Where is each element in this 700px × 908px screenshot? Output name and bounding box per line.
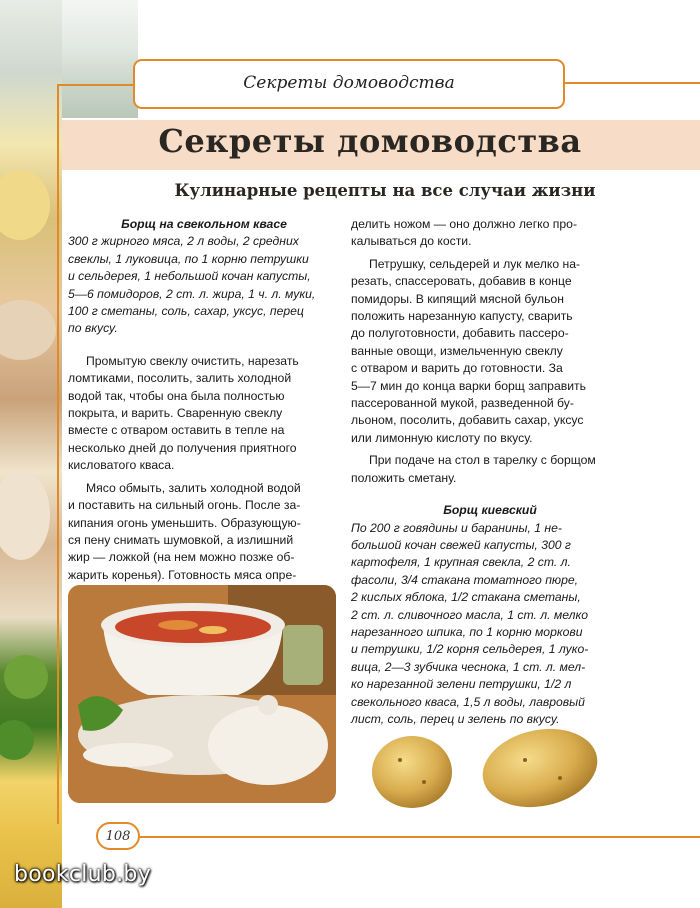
page-number-badge xyxy=(96,822,140,850)
text-line: свекольного кваса, 1,5 л воды, лавровый xyxy=(351,694,585,709)
text-line: нарезанного шпика, по 1 корню моркови xyxy=(351,624,583,639)
text-line: положить нарезанную капусту, сварить xyxy=(351,309,573,324)
food-photo-strip xyxy=(0,0,62,908)
text-line: и поставить на сильный огонь. После за- xyxy=(68,498,301,513)
potato-shape xyxy=(0,170,50,240)
footer-line xyxy=(120,836,700,838)
text-line: жарить коренья). Готовность мяса опре- xyxy=(68,567,297,582)
text-line: кисловатого кваса. xyxy=(68,458,175,473)
page-subtitle: Кулинарные рецепты на все случаи жизни xyxy=(174,181,596,200)
text-line: 5—6 помидоров, 2 ст. л. жира, 1 ч. л. муки, xyxy=(68,286,316,301)
text-line: большой кочан свежей капусты, 300 г xyxy=(351,537,571,552)
text-line: фасоли, 3/4 стакана томатного пюре, xyxy=(351,572,579,587)
text-line: жир — ложкой (на нем можно позже об- xyxy=(68,550,295,565)
text-column-left xyxy=(68,216,340,584)
text-line: до полуготовности, добавить пассеро- xyxy=(351,326,569,341)
text-line: покрыта, и варить. Сваренную свеклу xyxy=(68,406,283,421)
recipe-ingredients xyxy=(68,233,340,337)
text-line: 2 кислых яблока, 1/2 стакана сметаны, xyxy=(351,590,581,605)
recipe-paragraph xyxy=(68,353,340,475)
text-line: 5—7 мин до конца варки борщ заправить xyxy=(351,378,586,393)
text-column-right xyxy=(351,216,629,728)
text-line: положить сметану. xyxy=(351,470,457,485)
text-line: ванные овощи, измельченную свеклу xyxy=(351,343,563,358)
text-line: ся пену снимать шумовкой, а излишний xyxy=(68,532,294,547)
text-line: водой так, чтобы она была полностью xyxy=(68,388,285,403)
bread-shape xyxy=(0,300,56,360)
meat-shape xyxy=(0,470,50,560)
recipe-paragraph xyxy=(351,216,629,251)
text-line: 100 г сметаны, соль, сахар, уксус, перец xyxy=(68,304,304,319)
text-line: по вкусу. xyxy=(68,321,118,336)
text-line: вица, 2—3 зубчика чеснока, 1 ст. л. мел- xyxy=(351,659,586,674)
text-line: лист, соль, перец и зелень по вкусу. xyxy=(351,711,560,726)
text-line: помидоры. В кипящий мясной бульон xyxy=(351,291,564,306)
potato-icon xyxy=(475,720,604,817)
text-line: делить ножом — оно должно легко про- xyxy=(351,217,577,231)
top-photo xyxy=(62,0,138,118)
potatoes-image xyxy=(360,720,610,820)
borsch-photo xyxy=(68,585,336,803)
text-line: несколько дней до получения приятного xyxy=(68,440,297,455)
recipe-ingredients xyxy=(351,520,629,729)
recipe-title: Борщ на свекольном квасе xyxy=(121,217,287,231)
text-line: свеклы, 1 луковица, по 1 корню петрушки xyxy=(68,251,309,266)
text-line: При подаче на стол в тарелку с борщом xyxy=(369,453,596,468)
text-line: Петрушку, сельдерей и лук мелко на- xyxy=(369,256,581,271)
recipe-title: Борщ киевский xyxy=(443,503,537,518)
text-line: льоном, посолить, добавить сахар, уксус xyxy=(351,413,584,428)
text-line: и сельдерея, 1 небольшой кочан капусты, xyxy=(68,269,311,284)
pea-shape xyxy=(4,655,48,699)
text-line: или лимонную кислоту по вкусу. xyxy=(351,430,533,445)
text-line: кипания огонь уменьшить. Образующую- xyxy=(68,515,301,530)
text-line: ломтиками, посолить, залить холодной xyxy=(68,371,292,386)
text-line: калываться до кости. xyxy=(351,234,472,249)
section-label: Секреты домоводства xyxy=(243,73,455,93)
text-line: 2 ст. л. сливочного масла, 1 ст. л. мелко xyxy=(351,607,589,622)
recipe-paragraph xyxy=(351,256,629,447)
page-title: Секреты домоводства xyxy=(158,122,582,160)
text-line: и петрушки, 1/2 корня сельдерея, 1 луко- xyxy=(351,642,589,657)
soup-tureen-illustration xyxy=(68,585,336,803)
text-line: Промытую свеклу очистить, нарезать xyxy=(86,353,299,368)
recipe-paragraph xyxy=(68,480,340,584)
potato-icon xyxy=(372,736,452,808)
frame-line xyxy=(565,82,700,84)
text-line: с отваром и варить до готовности. За xyxy=(351,361,563,376)
frame-line xyxy=(57,84,59,824)
text-line: резать, спассеровать, добавив в конце xyxy=(351,274,572,289)
text-line: пассерованной мукой, разведенной бу- xyxy=(351,396,574,411)
text-line: ко нарезанной зелени петрушки, 1/2 л xyxy=(351,677,572,692)
text-line: По 200 г говядины и баранины, 1 не- xyxy=(351,520,562,535)
section-header-tab xyxy=(133,59,565,109)
page-number: 108 xyxy=(105,829,131,844)
watermark: bookclub.by xyxy=(14,862,152,887)
text-line: Мясо обмыть, залить холодной водой xyxy=(86,480,301,495)
recipe-paragraph xyxy=(351,452,629,487)
text-line: вместе с отваром оставить в тепле на xyxy=(68,423,285,438)
pea-shape xyxy=(0,720,34,760)
text-line: картофеля, 1 крупная свекла, 2 ст. л. xyxy=(351,555,571,570)
text-line: 300 г жирного мяса, 2 л воды, 2 средних xyxy=(68,234,299,249)
frame-line xyxy=(57,84,133,86)
